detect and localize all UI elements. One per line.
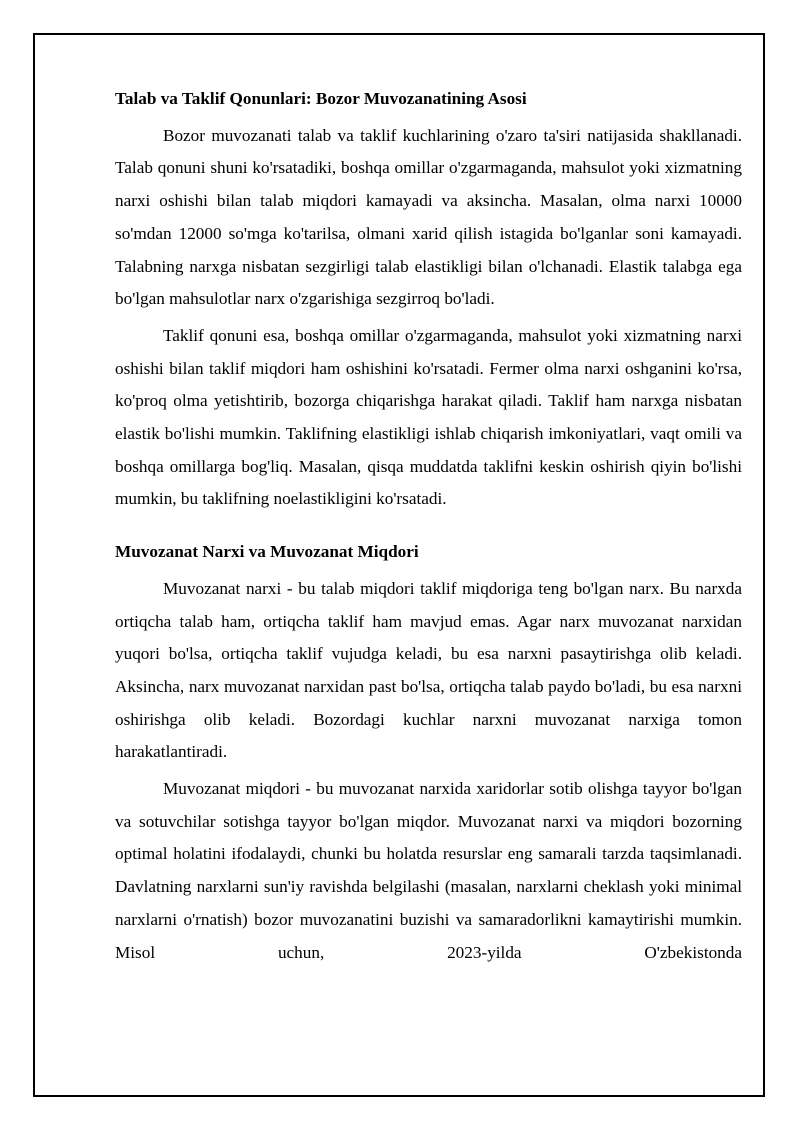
paragraph-3: Muvozanat narxi - bu talab miqdori taklif miqdoriga teng bo'lgan narx. Bu narxda ortiqcha talab ham, ortiqcha taklif ham mavjud emas. Agar narx muvozanat narxidan yuqori bo'lsa, ortiqcha taklif vujudga keladi, bu esa narxni pasaytirishga olib keladi. Aksincha, narx muvozanat narxidan past bo'lsa, ortiqcha talab paydo bo'ladi, bu esa narxni oshirishga olib keladi. Bozordagi kuchlar narxni muvozanat narxiga tomon harakatlantiradi. (115, 578, 742, 762)
document-body (115, 83, 742, 969)
section-heading-1: Talab va Taklif Qonunlari: Bozor Muvozanatining Asosi (115, 89, 527, 108)
section-heading-2: Muvozanat Narxi va Muvozanat Miqdori (115, 542, 419, 562)
paragraph-2: Taklif qonuni esa, boshqa omillar o'zgarmaganda, mahsulot yoki xizmatning narxi oshishi bilan taklif miqdori ham oshishini ko'rsatadi. Fermer olma narxi oshganini ko'rsa, ko'proq olma yetishtirib, bozorga chiqarishga harakat qiladi. Taklif ham narxga nisbatan elastik bo'lishi mumkin. Taklifning elastikligi ishlab chiqarish imkoniyatlari, vaqt omili va boshqa omillarga bog'liq. Masalan, qisqa muddatda taklifni keskin oshirish qiyin bo'lishi mumkin, bu taklifning noelastikligini ko'rsatadi. (115, 325, 742, 509)
paragraph-1: Bozor muvozanati talab va taklif kuchlarining o'zaro ta'siri natijasida shakllanadi. Talab qonuni shuni ko'rsatadiki, boshqa omillar o'zgarmaganda, mahsulot yoki xizmatning narxi oshishi bilan talab miqdori kamayadi va aksincha. Masalan, olma narxi 10000 so'mdan 12000 so'mga ko'tarilsa, olmani xarid qilish istagida bo'lganlar soni kamayadi. Talabning narxga nisbatan sezgirligi talab elastikligi bilan o'lchanadi. Elastik talabga ega bo'lgan mahsulotlar narx o'zgarishiga sezgirroq bo'ladi. (115, 125, 742, 309)
paragraph-4: Muvozanat miqdori - bu muvozanat narxida xaridorlar sotib olishga tayyor bo'lgan va sotuvchilar sotishga tayyor bo'lgan miqdor. Muvozanat narxi va miqdori bozorning optimal holatini ifodalaydi, chunki bu holatda resurslar eng samarali tarzda taqsimlanadi. Davlatning narxlarni sun'iy ravishda belgilashi (masalan, narxlarni cheklash yoki minimal narxlarni o'rnatish) bozor muvozanatini buzishi va samaradorlikni kamaytirishi mumkin. Misol uchun, 2023-yilda O'zbekistonda (115, 779, 742, 962)
